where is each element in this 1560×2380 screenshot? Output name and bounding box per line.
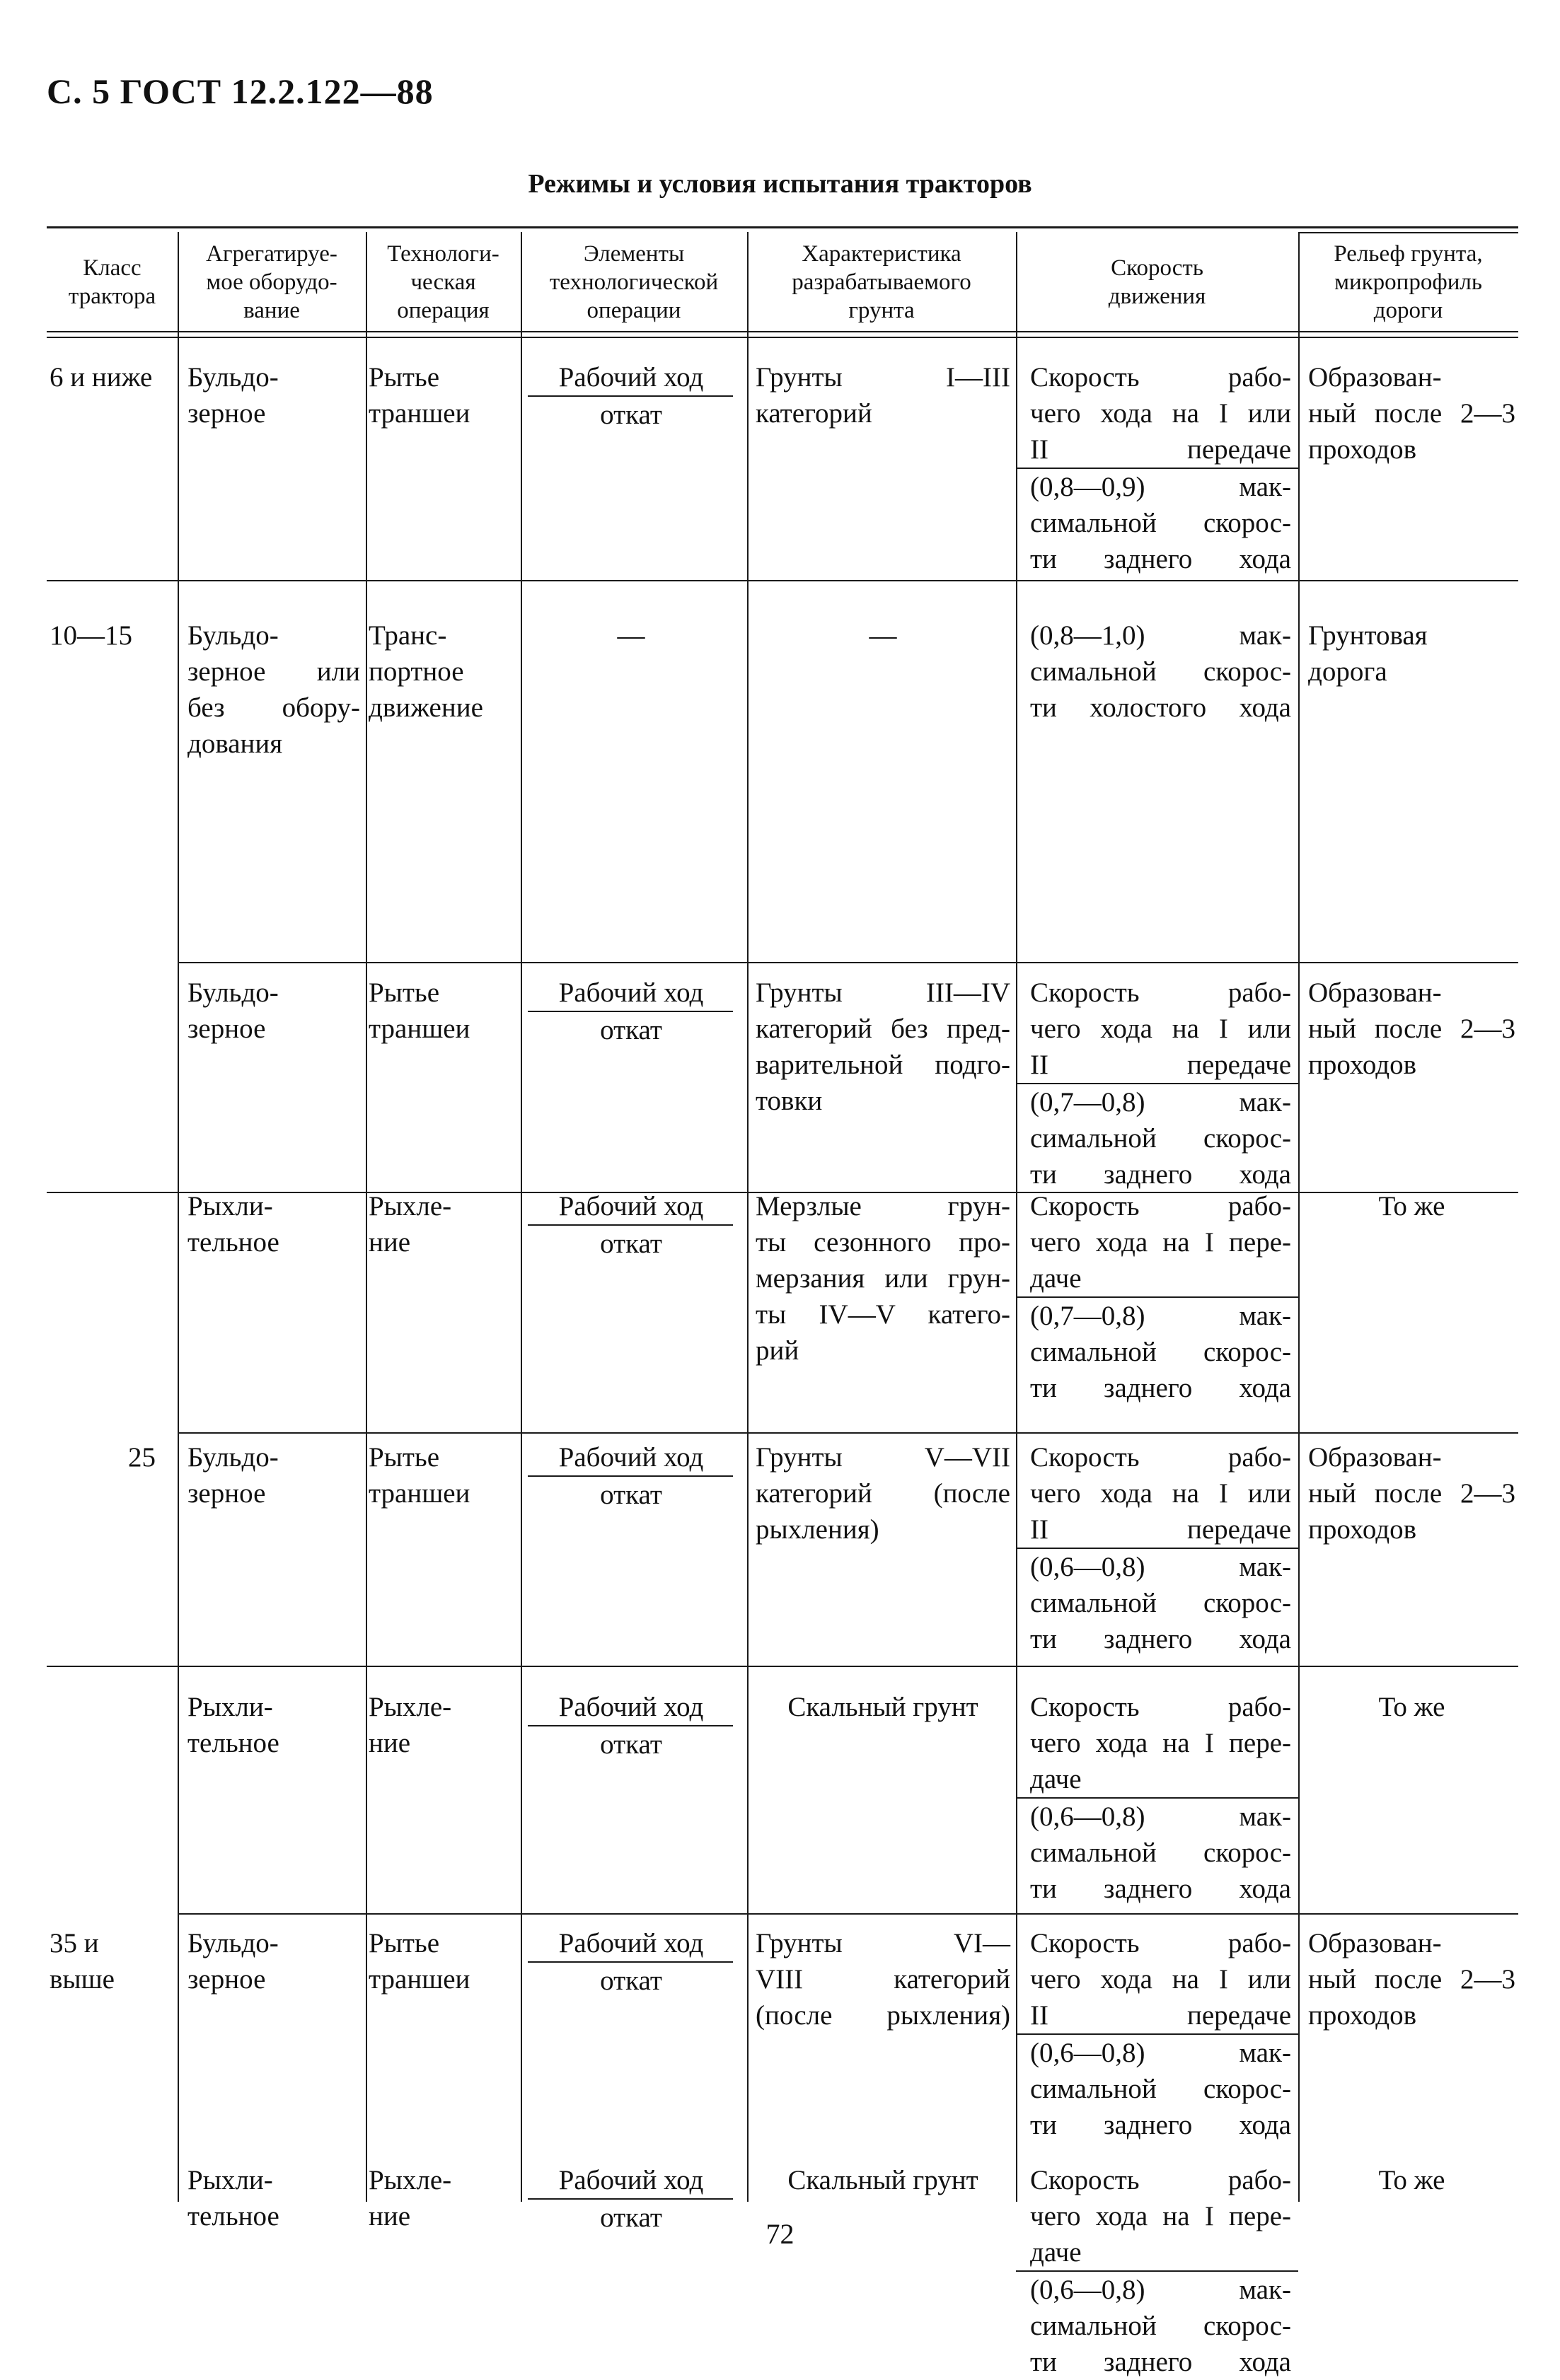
header-top-rule-tail bbox=[1298, 232, 1518, 233]
element-none: — bbox=[617, 620, 645, 651]
relief: Образован- ный после 2—3 проходов bbox=[1308, 362, 1515, 465]
operation: Рытье траншеи bbox=[369, 362, 470, 429]
row-separator bbox=[178, 1432, 1518, 1434]
speed-working: Скорость рабо- чего хода на I или II передаче bbox=[1030, 1442, 1291, 1545]
operation: Рытье траншеи bbox=[369, 977, 470, 1044]
element-working-stroke: Рабочий ход bbox=[558, 1191, 704, 1221]
operation: Рыхле- ние bbox=[369, 1692, 452, 1758]
equipment: Бульдо- зерное bbox=[187, 1928, 279, 1995]
equipment: Бульдо- зерное bbox=[187, 977, 279, 1044]
element-return: откат bbox=[600, 1480, 662, 1510]
speed-working: Скорость рабо- чего хода на I или II передаче bbox=[1030, 1928, 1291, 2031]
operation: Транс- портное движение bbox=[369, 620, 483, 723]
equipment: Рыхли- тельное bbox=[187, 1191, 279, 1258]
column-rule-4 bbox=[747, 232, 749, 2202]
soil-characteristic: — bbox=[869, 620, 897, 651]
speed-reverse: (0,7—0,8) мак- симальной скорос- ти заднего хода bbox=[1030, 1301, 1291, 1403]
soil-characteristic: Грунты V—VII категорий (после рыхления) bbox=[756, 1442, 1010, 1545]
equipment: Бульдо- зерное или без обору- дования bbox=[187, 620, 360, 759]
column-rule-1 bbox=[178, 232, 179, 2202]
header-bottom-rule-double bbox=[47, 337, 1518, 338]
column-rule-6 bbox=[1298, 232, 1300, 2202]
element-return: откат bbox=[600, 1729, 662, 1760]
column-header-4: Характеристика разрабатываемого грунта bbox=[792, 241, 971, 323]
speed-reverse: (0,6—0,8) мак- симальной скорос- ти заднего хода bbox=[1030, 1801, 1291, 1904]
element-return: откат bbox=[600, 400, 662, 430]
operation: Рытье траншеи bbox=[369, 1442, 470, 1509]
column-header-2: Технологи- ческая операция bbox=[387, 241, 499, 323]
relief: Образован- ный после 2—3 проходов bbox=[1308, 977, 1515, 1080]
element-working-stroke: Рабочий ход bbox=[558, 2165, 704, 2195]
speed-reverse: (0,7—0,8) мак- симальной скорос- ти заднего хода bbox=[1030, 1087, 1291, 1190]
tractor-class: 25 bbox=[128, 1442, 156, 1473]
row-separator bbox=[178, 962, 1518, 963]
element-return: откат bbox=[600, 1229, 662, 1259]
operation: Рыхле- ние bbox=[369, 2165, 452, 2231]
column-header-6: Рельеф грунта, микропрофиль дороги bbox=[1334, 241, 1483, 323]
speed-reverse: (0,8—0,9) мак- симальной скорос- ти заднего хода bbox=[1030, 472, 1291, 574]
table-title: Режимы и условия испытания тракторов bbox=[528, 169, 1032, 199]
equipment: Рыхли- тельное bbox=[187, 1692, 279, 1758]
column-rule-2 bbox=[366, 232, 367, 2202]
element-working-stroke: Рабочий ход bbox=[558, 1928, 704, 1958]
tractor-class: 10—15 bbox=[50, 620, 132, 651]
equipment: Рыхли- тельное bbox=[187, 2165, 279, 2231]
speed-reverse: (0,6—0,8) мак- симальной скорос- ти заднего хода bbox=[1030, 2038, 1291, 2140]
element-working-stroke: Рабочий ход bbox=[558, 1442, 704, 1473]
page-header: С. 5 ГОСТ 12.2.122—88 bbox=[47, 71, 434, 111]
speed-working: Скорость рабо- чего хода на I пере- даче bbox=[1030, 2165, 1291, 2268]
soil-characteristic: Грунты VI— VIII категорий (после рыхления) bbox=[756, 1928, 1010, 2031]
tractor-class: 35 и выше bbox=[50, 1928, 115, 1995]
soil-characteristic: Скальный грунт bbox=[787, 1692, 978, 1722]
column-header-1: Агрегатируе- мое оборудо- вание bbox=[206, 241, 337, 323]
relief: То же bbox=[1378, 1191, 1445, 1221]
row-separator bbox=[47, 580, 1518, 581]
speed-reverse: (0,6—0,8) мак- симальной скорос- ти заднего хода bbox=[1030, 2275, 1291, 2377]
speed-working: Скорость рабо- чего хода на I пере- даче bbox=[1030, 1692, 1291, 1794]
column-header-5: Скорость движения bbox=[1108, 255, 1206, 309]
column-header-0: Класс трактора bbox=[68, 255, 156, 309]
soil-characteristic: Мерзлые грун- ты сезонного про- мерзания или грун- ты IV—V катего- рий bbox=[756, 1191, 1010, 1366]
element-return: откат bbox=[600, 1015, 662, 1045]
operation: Рыхле- ние bbox=[369, 1191, 452, 1258]
soil-characteristic: Грунты I—III категорий bbox=[756, 362, 1010, 429]
equipment: Бульдо- зерное bbox=[187, 362, 279, 429]
element-working-stroke: Рабочий ход bbox=[558, 1692, 704, 1722]
element-return: откат bbox=[600, 2202, 662, 2233]
relief: Образован- ный после 2—3 проходов bbox=[1308, 1928, 1515, 2031]
relief: Грунтовая дорога bbox=[1308, 620, 1428, 687]
header-top-rule bbox=[47, 226, 1518, 228]
element-working-stroke: Рабочий ход bbox=[558, 977, 704, 1008]
equipment: Бульдо- зерное bbox=[187, 1442, 279, 1509]
relief: То же bbox=[1378, 2165, 1445, 2195]
element-working-stroke: Рабочий ход bbox=[558, 362, 704, 393]
column-rule-5 bbox=[1016, 232, 1017, 2202]
speed-reverse: (0,6—0,8) мак- симальной скорос- ти заднего хода bbox=[1030, 1552, 1291, 1654]
speed-working: Скорость рабо- чего хода на I или II передаче bbox=[1030, 977, 1291, 1080]
speed-working: Скорость рабо- чего хода на I пере- даче bbox=[1030, 1191, 1291, 1294]
speed: (0,8—1,0) мак- симальной скорос- ти холостого хода bbox=[1030, 620, 1291, 723]
relief: То же bbox=[1378, 1692, 1445, 1722]
row-separator bbox=[47, 1666, 1518, 1667]
relief: Образован- ный после 2—3 проходов bbox=[1308, 1442, 1515, 1545]
page-number: 72 bbox=[765, 2218, 795, 2250]
element-return: откат bbox=[600, 1966, 662, 1996]
soil-characteristic: Скальный грунт bbox=[787, 2165, 978, 2195]
soil-characteristic: Грунты III—IV категорий без пред- варительной подго- товки bbox=[756, 977, 1010, 1116]
row-separator bbox=[178, 1913, 1518, 1915]
column-header-3: Элементы технологической операции bbox=[549, 241, 719, 323]
column-rule-3 bbox=[521, 232, 522, 2202]
speed-working: Скорость рабо- чего хода на I или II передаче bbox=[1030, 362, 1291, 465]
header-bottom-rule bbox=[47, 331, 1518, 332]
tractor-class: 6 и ниже bbox=[50, 362, 153, 393]
operation: Рытье траншеи bbox=[369, 1928, 470, 1995]
